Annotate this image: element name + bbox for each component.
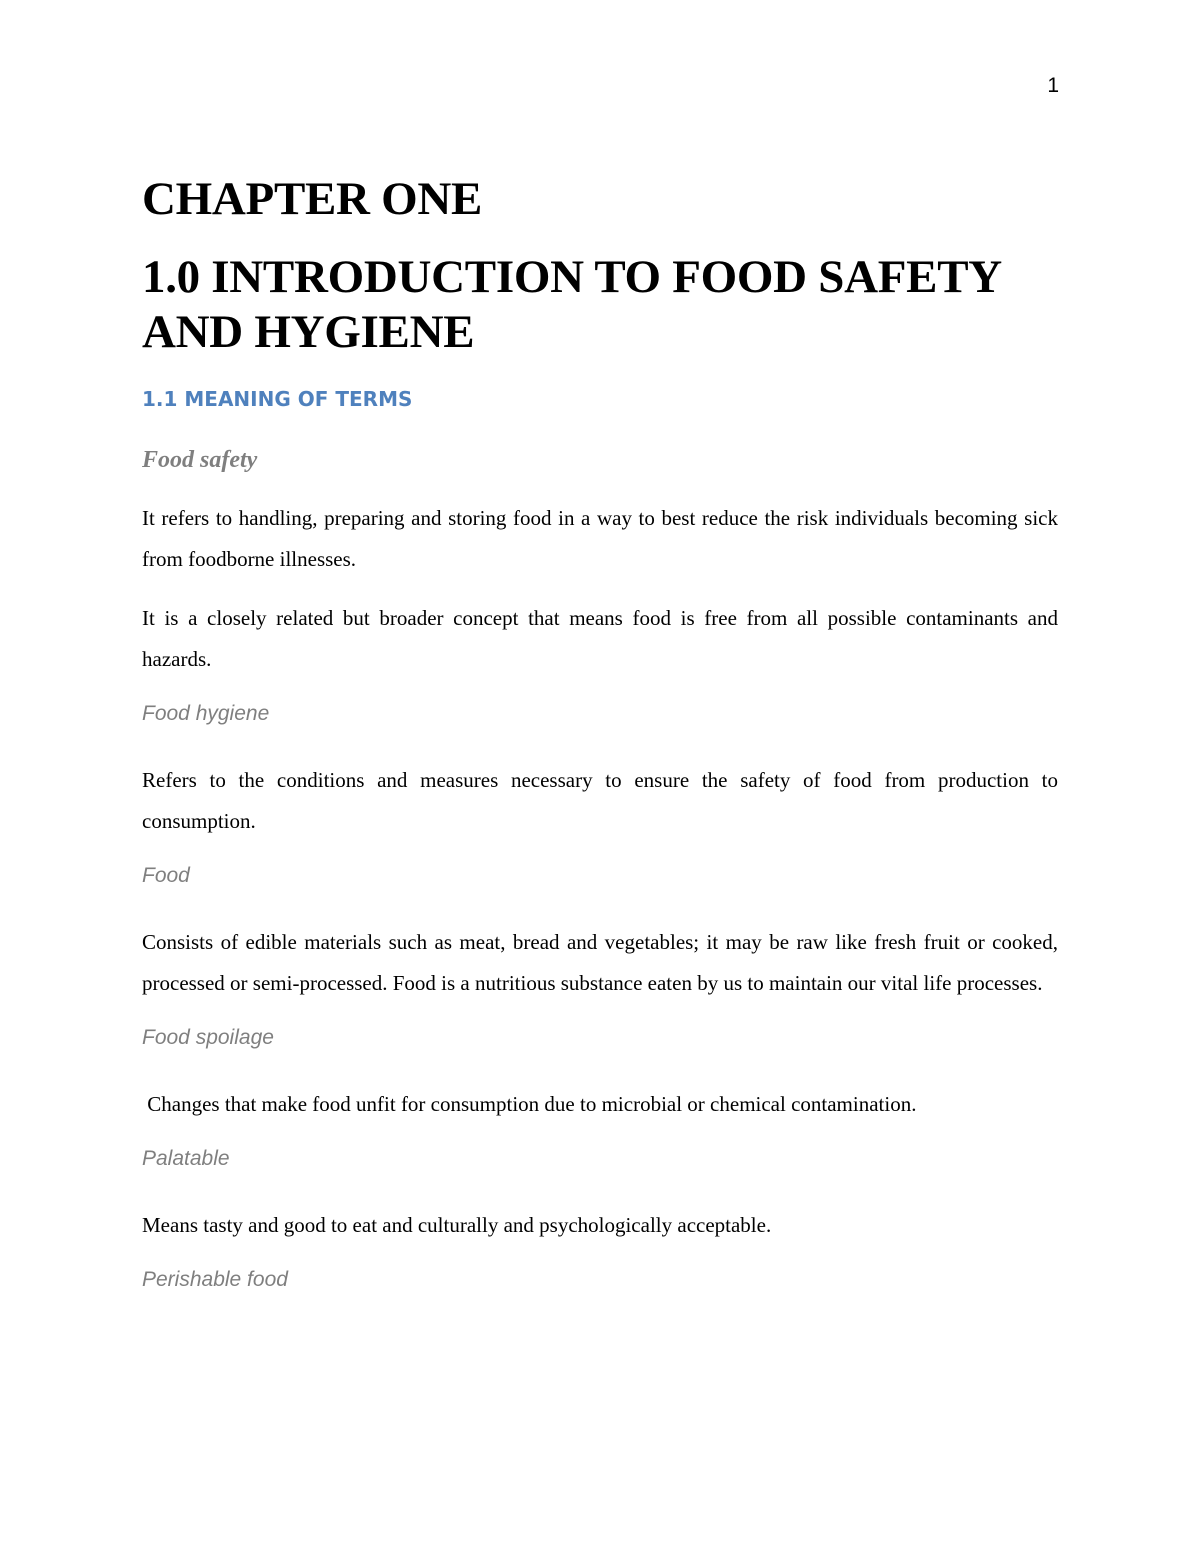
term-heading-perishable-food: Perishable food (142, 1268, 288, 1291)
term-heading-food-spoilage: Food spoilage (142, 1026, 274, 1049)
term-heading-food-safety: Food safety (142, 447, 258, 473)
definition-paragraph: Refers to the conditions and measures necessary to ensure the safety of food from production to consumption. (142, 768, 1058, 833)
definition-paragraph: It is a closely related but broader concept that means food is free from all possible contaminants and hazards. (142, 606, 1058, 671)
subsection-title: 1.1 MEANING OF TERMS (142, 387, 413, 411)
term-heading-palatable: Palatable (142, 1147, 230, 1170)
definition-paragraph: Consists of edible materials such as meat, bread and vegetables; it may be raw like fresh fruit or cooked, processed or semi-processed. Food is a nutritious substance eaten by us to maintain our vital life processes. (142, 930, 1058, 995)
definition-paragraph: It refers to handling, preparing and storing food in a way to best reduce the risk individuals becoming sick from foodborne illnesses. (142, 506, 1058, 571)
definition-paragraph: Means tasty and good to eat and culturally and psychologically acceptable. (142, 1213, 772, 1237)
term-heading-food: Food (142, 864, 190, 887)
page-content (142, 170, 1058, 1326)
chapter-title: CHAPTER ONE (142, 173, 483, 225)
definition-paragraph: Changes that make food unfit for consumption due to microbial or chemical contamination. (142, 1092, 917, 1116)
section-title: 1.0 INTRODUCTION TO FOOD SAFETY AND HYGIENE (142, 251, 1001, 358)
page-number: 1 (1047, 74, 1059, 97)
term-heading-food-hygiene: Food hygiene (142, 702, 270, 725)
